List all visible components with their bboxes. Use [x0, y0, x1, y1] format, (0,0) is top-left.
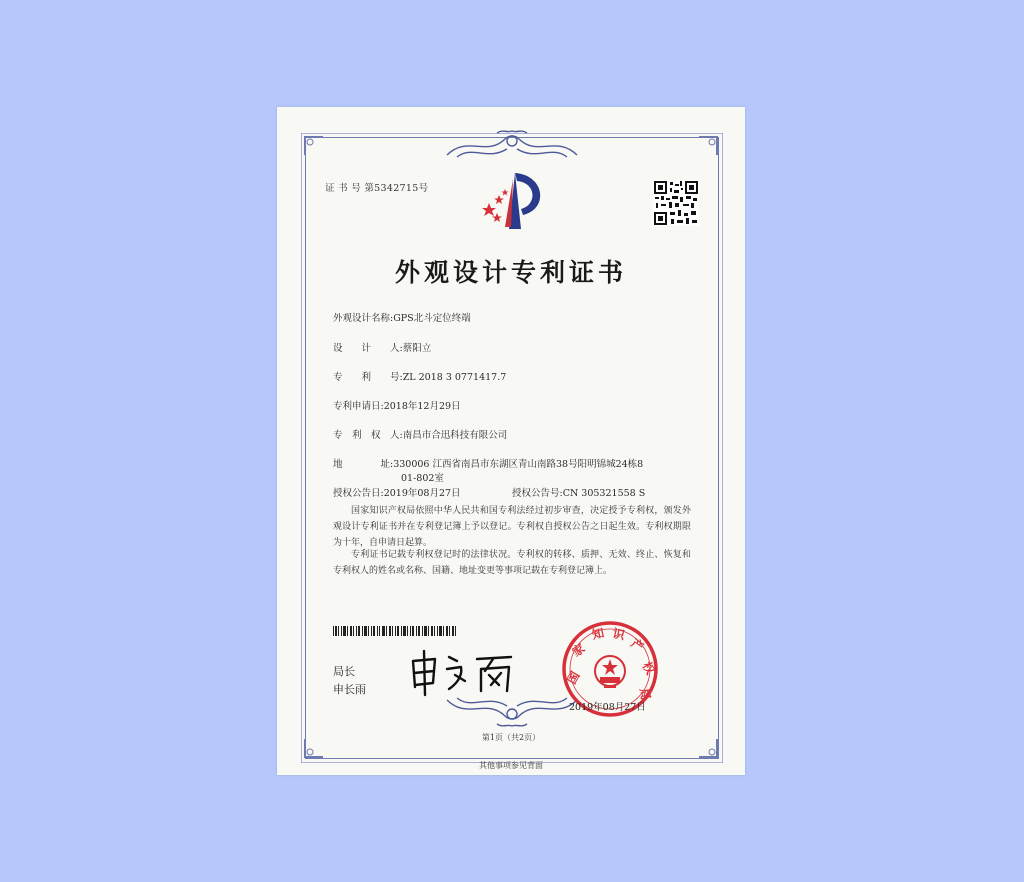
filing-date-label: 专利申请日: — [333, 401, 384, 412]
qr-code-icon — [653, 180, 699, 226]
svg-text:产: 产 — [628, 635, 647, 655]
corner-ornament-icon — [303, 135, 325, 157]
patent-office-logo-icon — [475, 169, 551, 235]
designer-value: 蔡阳立 — [402, 343, 432, 354]
patentee-value: 南昌市合迅科技有限公司 — [402, 430, 508, 441]
address-label: 地 址: — [333, 459, 394, 470]
patent-number-label: 专 利 号: — [333, 372, 403, 383]
svg-text:识: 识 — [611, 626, 627, 643]
director-signature-icon — [405, 647, 525, 697]
patentee-field — [333, 427, 507, 441]
director-title: 局长 — [333, 665, 355, 678]
top-ornament-icon — [437, 127, 587, 163]
design-name-label: 外观设计名称: — [333, 313, 394, 324]
design-name-field — [333, 310, 471, 324]
svg-text:知: 知 — [590, 625, 606, 642]
address-value-continued: 01-802室 — [401, 473, 444, 484]
grant-date-value: 2019年08月27日 — [383, 488, 461, 499]
patent-certificate — [277, 107, 745, 775]
grant-number-field — [512, 485, 645, 499]
footer-note: 其他事项参见背面 — [479, 761, 543, 770]
grant-date-field — [333, 485, 461, 499]
certificate-number: 证 书 号 第5342715号 — [325, 183, 429, 194]
designer-field — [333, 340, 431, 354]
director-name: 申长雨 — [333, 683, 366, 696]
address-field — [333, 456, 643, 470]
filing-date-value: 2018年12月29日 — [383, 401, 461, 412]
seal-date: 2019年08月27日 — [569, 702, 646, 713]
patent-number-value: ZL 2018 3 0771417.7 — [402, 372, 507, 383]
svg-text:权: 权 — [639, 659, 658, 677]
barcode-icon — [333, 626, 457, 636]
svg-text:国: 国 — [564, 669, 583, 687]
page-number: 第1页（共2页） — [481, 733, 541, 742]
patentee-label: 专 利 权 人: — [333, 430, 403, 441]
certificate-title: 外观设计专利证书 — [394, 258, 627, 287]
legal-status-statement: 专利证书记载专利权登记时的法律状况。专利权的转移、质押、无效、终止、恢复和专利权人的姓名或名称、国籍、地址变更等事项记载在专利登记簿上。 — [333, 550, 691, 576]
design-name-value: GPS北斗定位终端 — [393, 313, 471, 324]
grant-date-label: 授权公告日: — [333, 488, 384, 499]
svg-text:家: 家 — [569, 641, 588, 660]
filing-date-field — [333, 398, 461, 412]
svg-text:局: 局 — [637, 687, 653, 702]
corner-ornament-icon — [697, 135, 719, 157]
grant-number-value: CN 305321558 S — [562, 488, 646, 499]
patent-number-field — [333, 369, 506, 383]
designer-label: 设 计 人: — [333, 343, 403, 354]
grant-number-label: 授权公告号: — [512, 488, 563, 499]
address-value: 330006 江西省南昌市东湖区青山南路38号阳明锦城24栋8 — [393, 459, 644, 470]
grant-statement: 国家知识产权局依照中华人民共和国专利法经过初步审查，决定授予专利权，颁发外观设计专利证书并在专利登记簿上予以登记。专利权自授权公告之日起生效。专利权期限为十年，自申请日起算。 — [333, 506, 691, 548]
